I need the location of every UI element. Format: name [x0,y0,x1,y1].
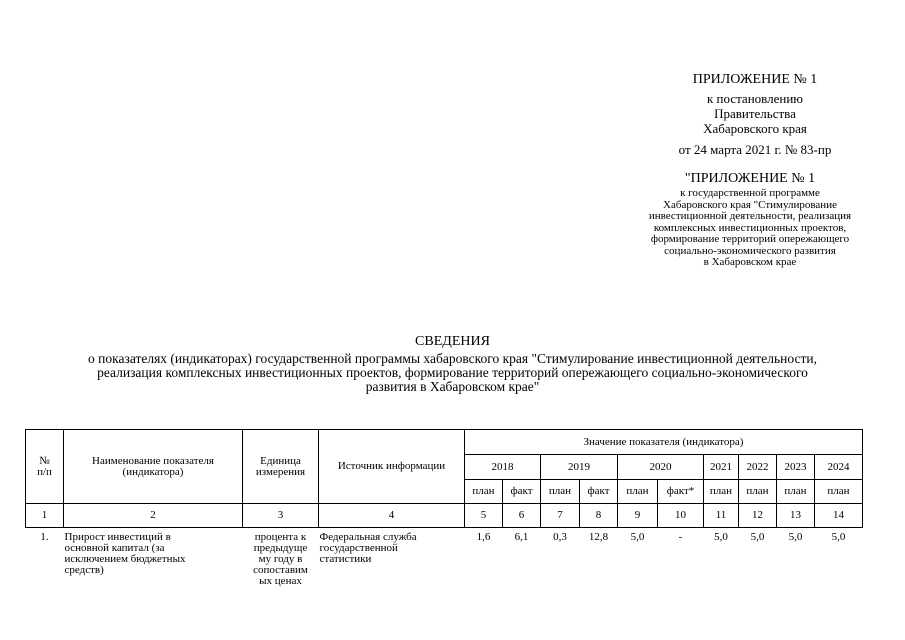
column-number: 3 [243,504,319,528]
column-number: 6 [503,504,541,528]
header-indicator-name: Наименование показателя (индикатора) [64,430,243,504]
appendix-header [640,72,870,157]
column-number: 13 [777,504,815,528]
row-value: 0,3 [553,531,567,543]
column-number: 10 [658,504,704,528]
column-number: 9 [618,504,658,528]
header-year: 2020 [618,455,704,480]
header-year: 2019 [541,455,618,480]
header-fact: факт [580,480,618,504]
header-plan: план [465,480,503,504]
column-number: 1 [26,504,64,528]
subtitle-line: развития в Хабаровском крае" [365,379,540,394]
row-value: 5,0 [831,531,846,543]
appendix-line: Хабаровского края [703,121,807,136]
header-year: 2024 [815,455,863,480]
header-plan: план [618,480,658,504]
header-num: № п/п [26,430,64,504]
program-appendix-header [625,171,875,269]
program-appendix-line: комплексных инвестиционных проектов, [653,221,847,234]
header-plan: план [739,480,777,504]
program-appendix-line: инвестиционной деятельности, реализация [648,210,852,222]
appendix-line: Правительства [714,106,796,121]
row-value: 1,6 [476,531,491,543]
program-appendix-line: формирование территорий опережающего [650,233,850,245]
column-number: 2 [64,504,243,528]
header-plan: план [704,480,739,504]
column-number: 11 [704,504,739,528]
program-appendix-line: к государственной программе [680,187,820,199]
header-year: 2021 [704,455,739,480]
row-value: - [678,531,683,543]
header-unit: Единица измерения [243,430,319,504]
header-plan: план [777,480,815,504]
row-indicator-name: Прирост инвестиций в основной капитал (за исключением бюджетных средств) [64,531,186,576]
column-number: 8 [580,504,618,528]
header-fact: факт [503,480,541,504]
program-appendix-line: Хабаровского края "Стимулирование [663,198,837,211]
row-value: 5,0 [750,531,765,543]
program-appendix-line: в Хабаровском крае [703,256,797,268]
appendix-line: к постановлению [706,91,804,106]
row-value: 5,0 [630,531,645,543]
row-unit: процента к предыдуще му году в сопоставим ых ценах [253,531,308,587]
row-num: 1. [40,531,49,543]
appendix-title: ПРИЛОЖЕНИЕ № 1 [692,72,818,87]
subtitle-line: о показателях (индикаторах) государственной программы хабаровского края "Стимулирование инвестиционной деятельности, [88,351,817,366]
column-number: 12 [739,504,777,528]
row-source: Федеральная служба государственной статистики [319,531,417,565]
header-plan: план [541,480,580,504]
indicators-table [25,429,863,587]
subtitle-line: реализация комплексных инвестиционных проектов, формирование территорий опережающего социально-экономического [97,365,808,380]
column-number: 14 [815,504,863,528]
header-source: Источник информации [319,430,465,504]
header-year: 2023 [777,455,815,480]
appendix-date: от 24 марта 2021 г. № 83-пр [678,142,832,157]
row-value: 12,8 [588,531,609,543]
document-title: СВЕДЕНИЯ [415,334,490,349]
program-appendix-title: "ПРИЛОЖЕНИЕ № 1 [684,171,816,186]
row-value: 5,0 [714,531,728,543]
header-fact: факт* [658,480,704,504]
column-number: 4 [319,504,465,528]
header-year: 2022 [739,455,777,480]
header-year: 2018 [465,455,541,480]
column-number: 7 [541,504,580,528]
header-indicator-value: Значение показателя (индикатора) [465,430,863,455]
row-value: 6,1 [514,531,529,543]
row-value: 5,0 [788,531,803,543]
table-row [26,528,863,588]
program-appendix-line: социально-экономического развития [664,244,836,257]
header-plan: план [815,480,863,504]
document-heading [40,334,865,394]
document-subtitle [40,352,865,394]
column-number: 5 [465,504,503,528]
